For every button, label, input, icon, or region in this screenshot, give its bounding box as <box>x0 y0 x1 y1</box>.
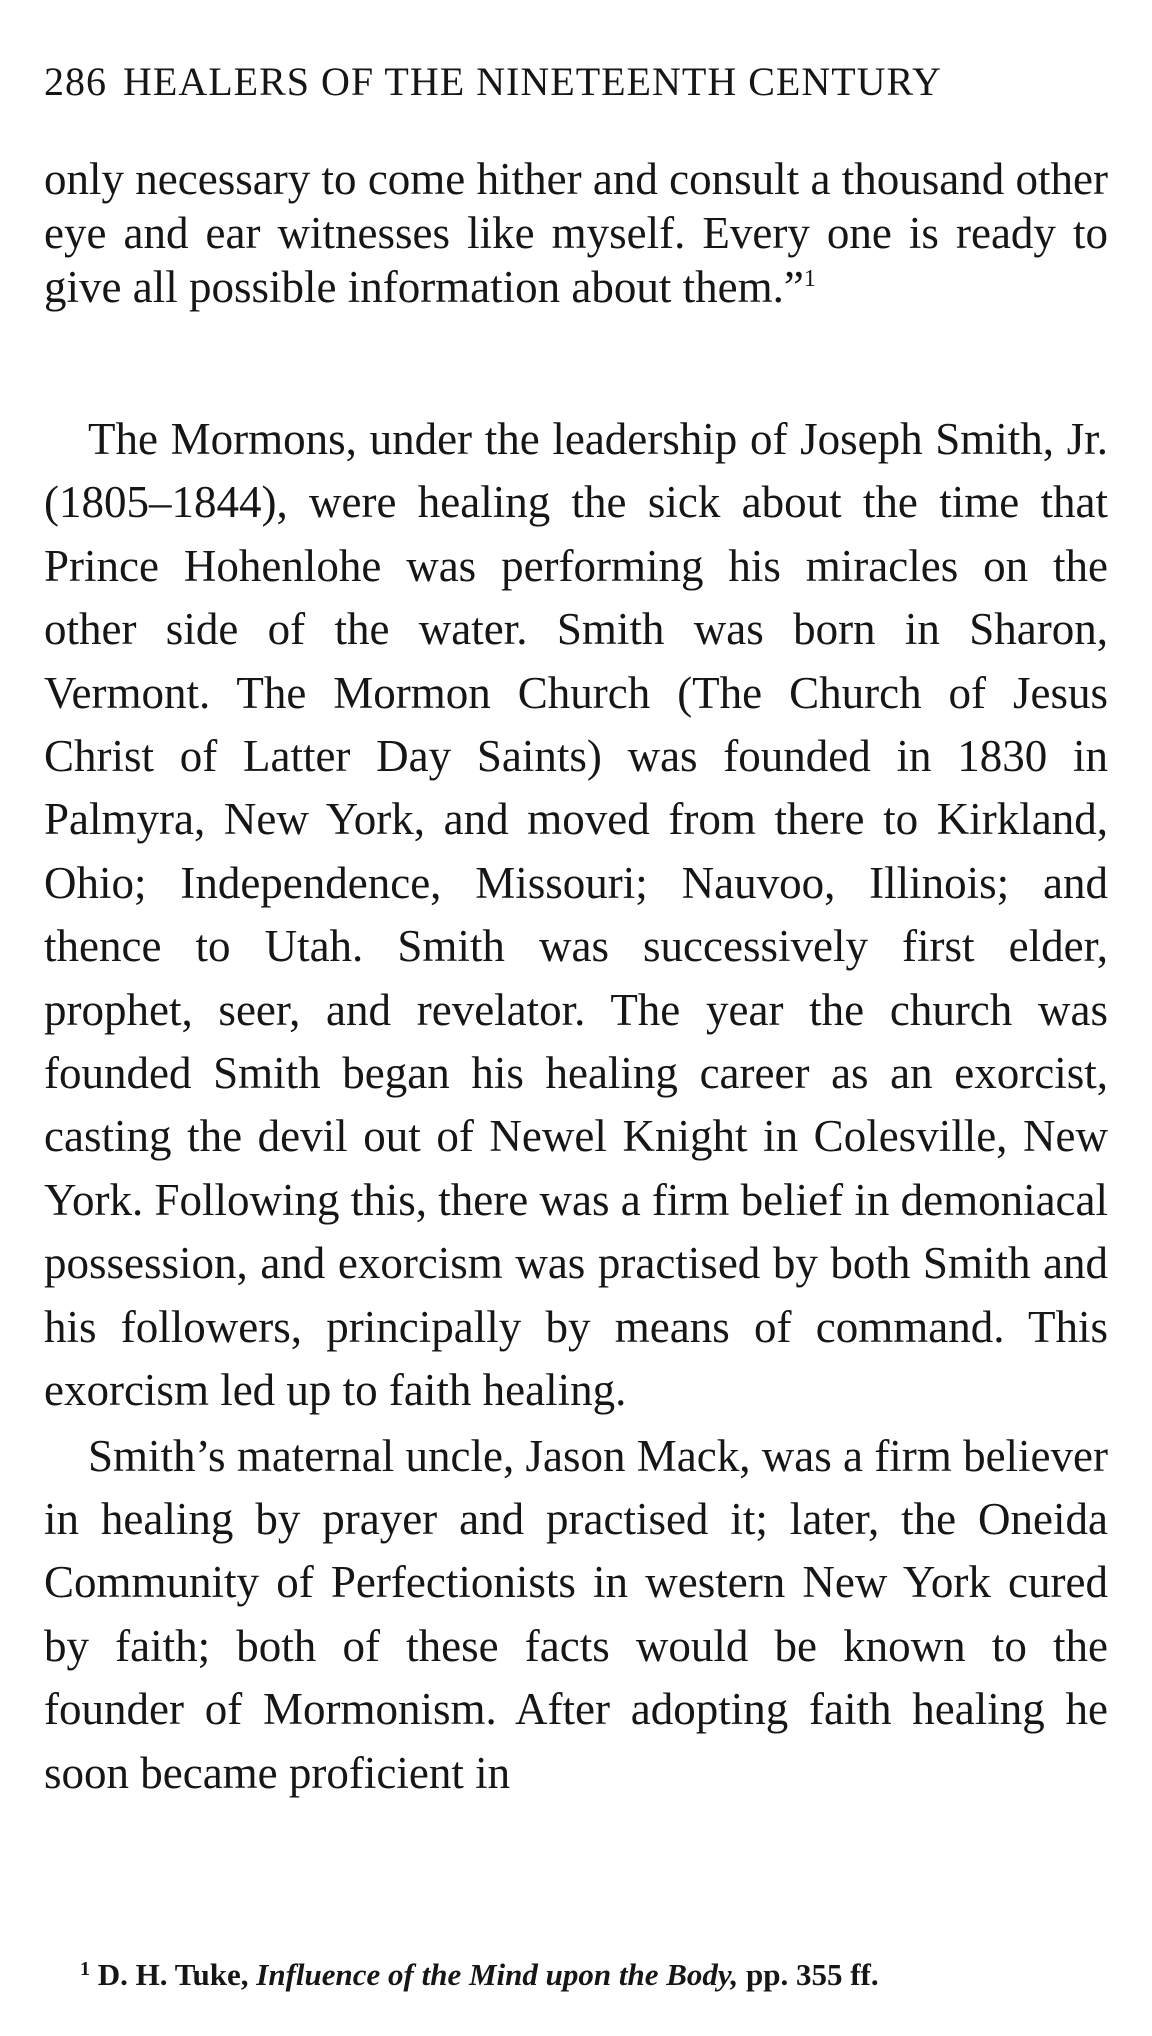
footnote-marker: 1 <box>80 1958 90 1980</box>
paragraph-mormons: The Mormons, under the leadership of Joseph Smith, Jr. (1805–1844), were healing the sick about the time that Prince Hohenlohe was performing his miracles on the other side of the water. Smith was born in Sharon, Vermont. The Mormon Church (The Church of Jesus Christ of Latter Day Saints) was founded in 1830 in Palmyra, New York, and moved from there to Kirkland, Ohio; Independence, Missouri; Nauvoo, Illinois; and thence to Utah. Smith was successively first elder, prophet, seer, and revelator. The year the church was founded Smith began his healing career as an exorcist, casting the devil out of Newel Knight in Colesville, New York. Following this, there was a firm belief in demoniacal possession, and exorcism was practised by both Smith and his followers, principally by means of command. This exorcism led up to faith healing. <box>44 414 1108 1416</box>
footnote-pages: pp. 355 ff. <box>746 1957 879 1992</box>
running-title: HEALERS OF THE NINETEENTH CENTURY <box>123 59 942 104</box>
paragraph-continued-quote <box>44 152 1108 314</box>
running-head <box>44 58 1108 106</box>
paragraph-jason-mack: Smith’s maternal uncle, Jason Mack, was a firm believer in healing by prayer and practised it; later, the Oneida Community of Perfectionists in western New York cured by faith; both of these facts would be known to the founder of Mormonism. After adopting faith healing he soon became proficient in <box>44 1430 1108 1798</box>
footnote <box>80 1955 1108 1995</box>
body-text-block <box>44 408 1108 1805</box>
page-number: 286 <box>44 59 107 104</box>
footnote-work-title: Influence of the Mind upon the Body, <box>256 1957 739 1992</box>
paragraph-text: only necessary to come hither and consult a thousand other eye and ear witnesses like myself. Every one is ready to give all possible information about them.” <box>44 154 1108 312</box>
footnote-reference: 1 <box>803 266 816 292</box>
continued-paragraph-block <box>44 152 1108 314</box>
footnote-author: D. H. Tuke, <box>97 1957 249 1992</box>
